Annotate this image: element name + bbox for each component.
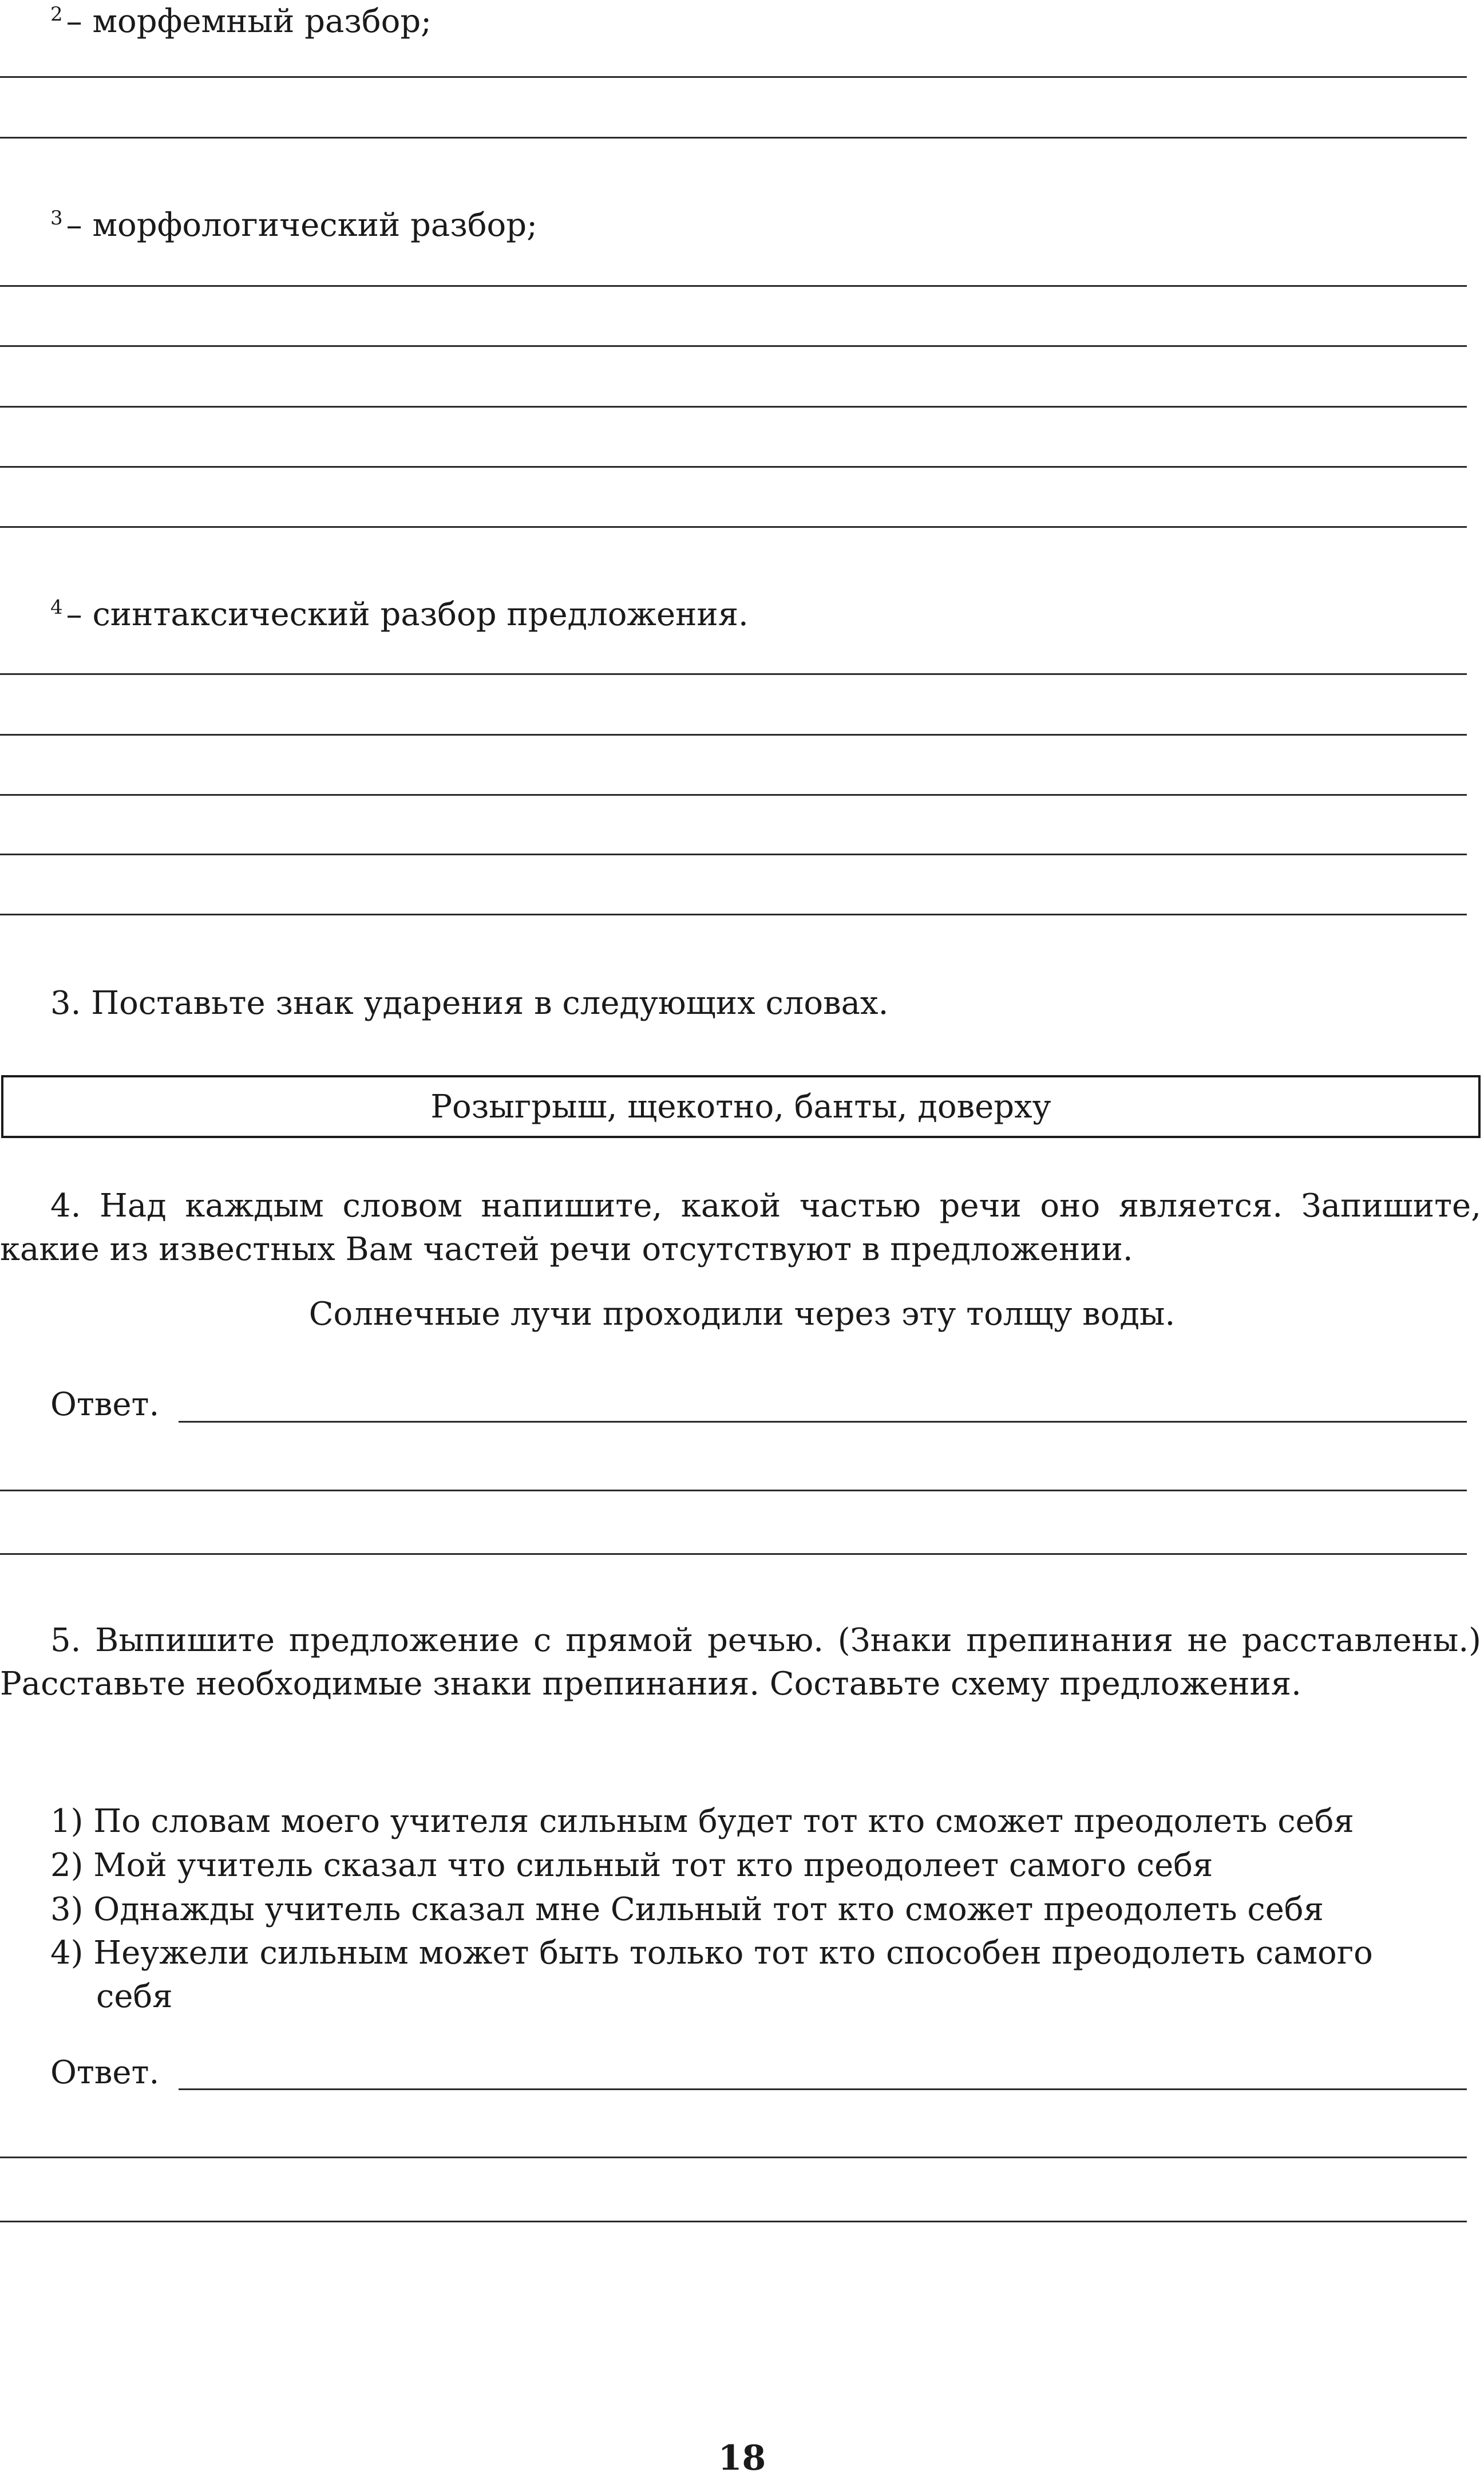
section-label: – морфологический разбор; bbox=[66, 207, 537, 244]
task4-sentence[interactable]: Солнечные лучи проходили через эту толщу воды. bbox=[308, 1296, 1176, 1333]
writing-line[interactable] bbox=[0, 794, 1467, 796]
writing-line[interactable] bbox=[0, 673, 1467, 675]
task5-prompt: 5. Выпишите предложение с прямой речью. (Знаки препинания не расставлены.) Расставьте необходимые знаки препинания. Составьте схему предложения. bbox=[0, 1622, 1481, 1703]
task5-option-3[interactable]: 3) Однажды учитель сказал мне Сильный тот кто сможет преодолеть себя bbox=[50, 1891, 1324, 1928]
task4-answer-label: Ответ. bbox=[50, 1386, 160, 1423]
task4-prompt: 4. Над каждым словом напишите, какой частью речи оно является. Запишите, какие из известных Вам частей речи отсутствуют в предложении. bbox=[0, 1187, 1481, 1268]
task5-answer-line[interactable] bbox=[179, 2088, 1467, 2090]
writing-line[interactable] bbox=[0, 2221, 1467, 2222]
task5-answer-label: Ответ. bbox=[50, 2054, 160, 2091]
task5-option-1[interactable]: 1) По словам моего учителя сильным будет тот кто сможет преодолеть себя bbox=[50, 1803, 1354, 1840]
writing-line[interactable] bbox=[0, 1553, 1467, 1555]
writing-line[interactable] bbox=[0, 2157, 1467, 2158]
writing-line[interactable] bbox=[0, 734, 1467, 736]
writing-line[interactable] bbox=[0, 466, 1467, 468]
task5-option-4-continued[interactable]: себя bbox=[96, 1978, 173, 2015]
footnote-mark: 3 bbox=[50, 207, 63, 230]
task5-option-2[interactable]: 2) Мой учитель сказал что сильный тот кто преодолеет самого себя bbox=[50, 1847, 1213, 1884]
writing-line[interactable] bbox=[0, 914, 1467, 915]
page-number: 18 bbox=[718, 2438, 766, 2478]
writing-line[interactable] bbox=[0, 1490, 1467, 1491]
task3-words[interactable]: Розыгрыш, щекотно, банты, доверху bbox=[430, 1088, 1051, 1125]
section-morphemic-heading bbox=[50, 0, 432, 44]
writing-line[interactable] bbox=[0, 526, 1467, 528]
footnote-mark: 4 bbox=[50, 596, 63, 619]
writing-line[interactable] bbox=[0, 137, 1467, 139]
task4-answer-line[interactable] bbox=[179, 1421, 1467, 1423]
task3-word-box bbox=[1, 1075, 1481, 1138]
section-label: – морфемный разбор; bbox=[66, 3, 432, 40]
section-morphological-heading bbox=[50, 204, 537, 247]
writing-line[interactable] bbox=[0, 345, 1467, 347]
task5-option-4[interactable]: 4) Неужели сильным может быть только тот кто способен преодолеть самого bbox=[50, 1934, 1373, 1972]
writing-line[interactable] bbox=[0, 285, 1467, 287]
section-syntactic-heading bbox=[50, 593, 749, 637]
writing-line[interactable] bbox=[0, 76, 1467, 78]
writing-line[interactable] bbox=[0, 854, 1467, 855]
task3-prompt: 3. Поставьте знак ударения в следующих словах. bbox=[50, 985, 889, 1022]
footnote-mark: 2 bbox=[50, 3, 63, 26]
section-label: – синтаксический разбор предложения. bbox=[66, 596, 749, 633]
writing-line[interactable] bbox=[0, 406, 1467, 408]
